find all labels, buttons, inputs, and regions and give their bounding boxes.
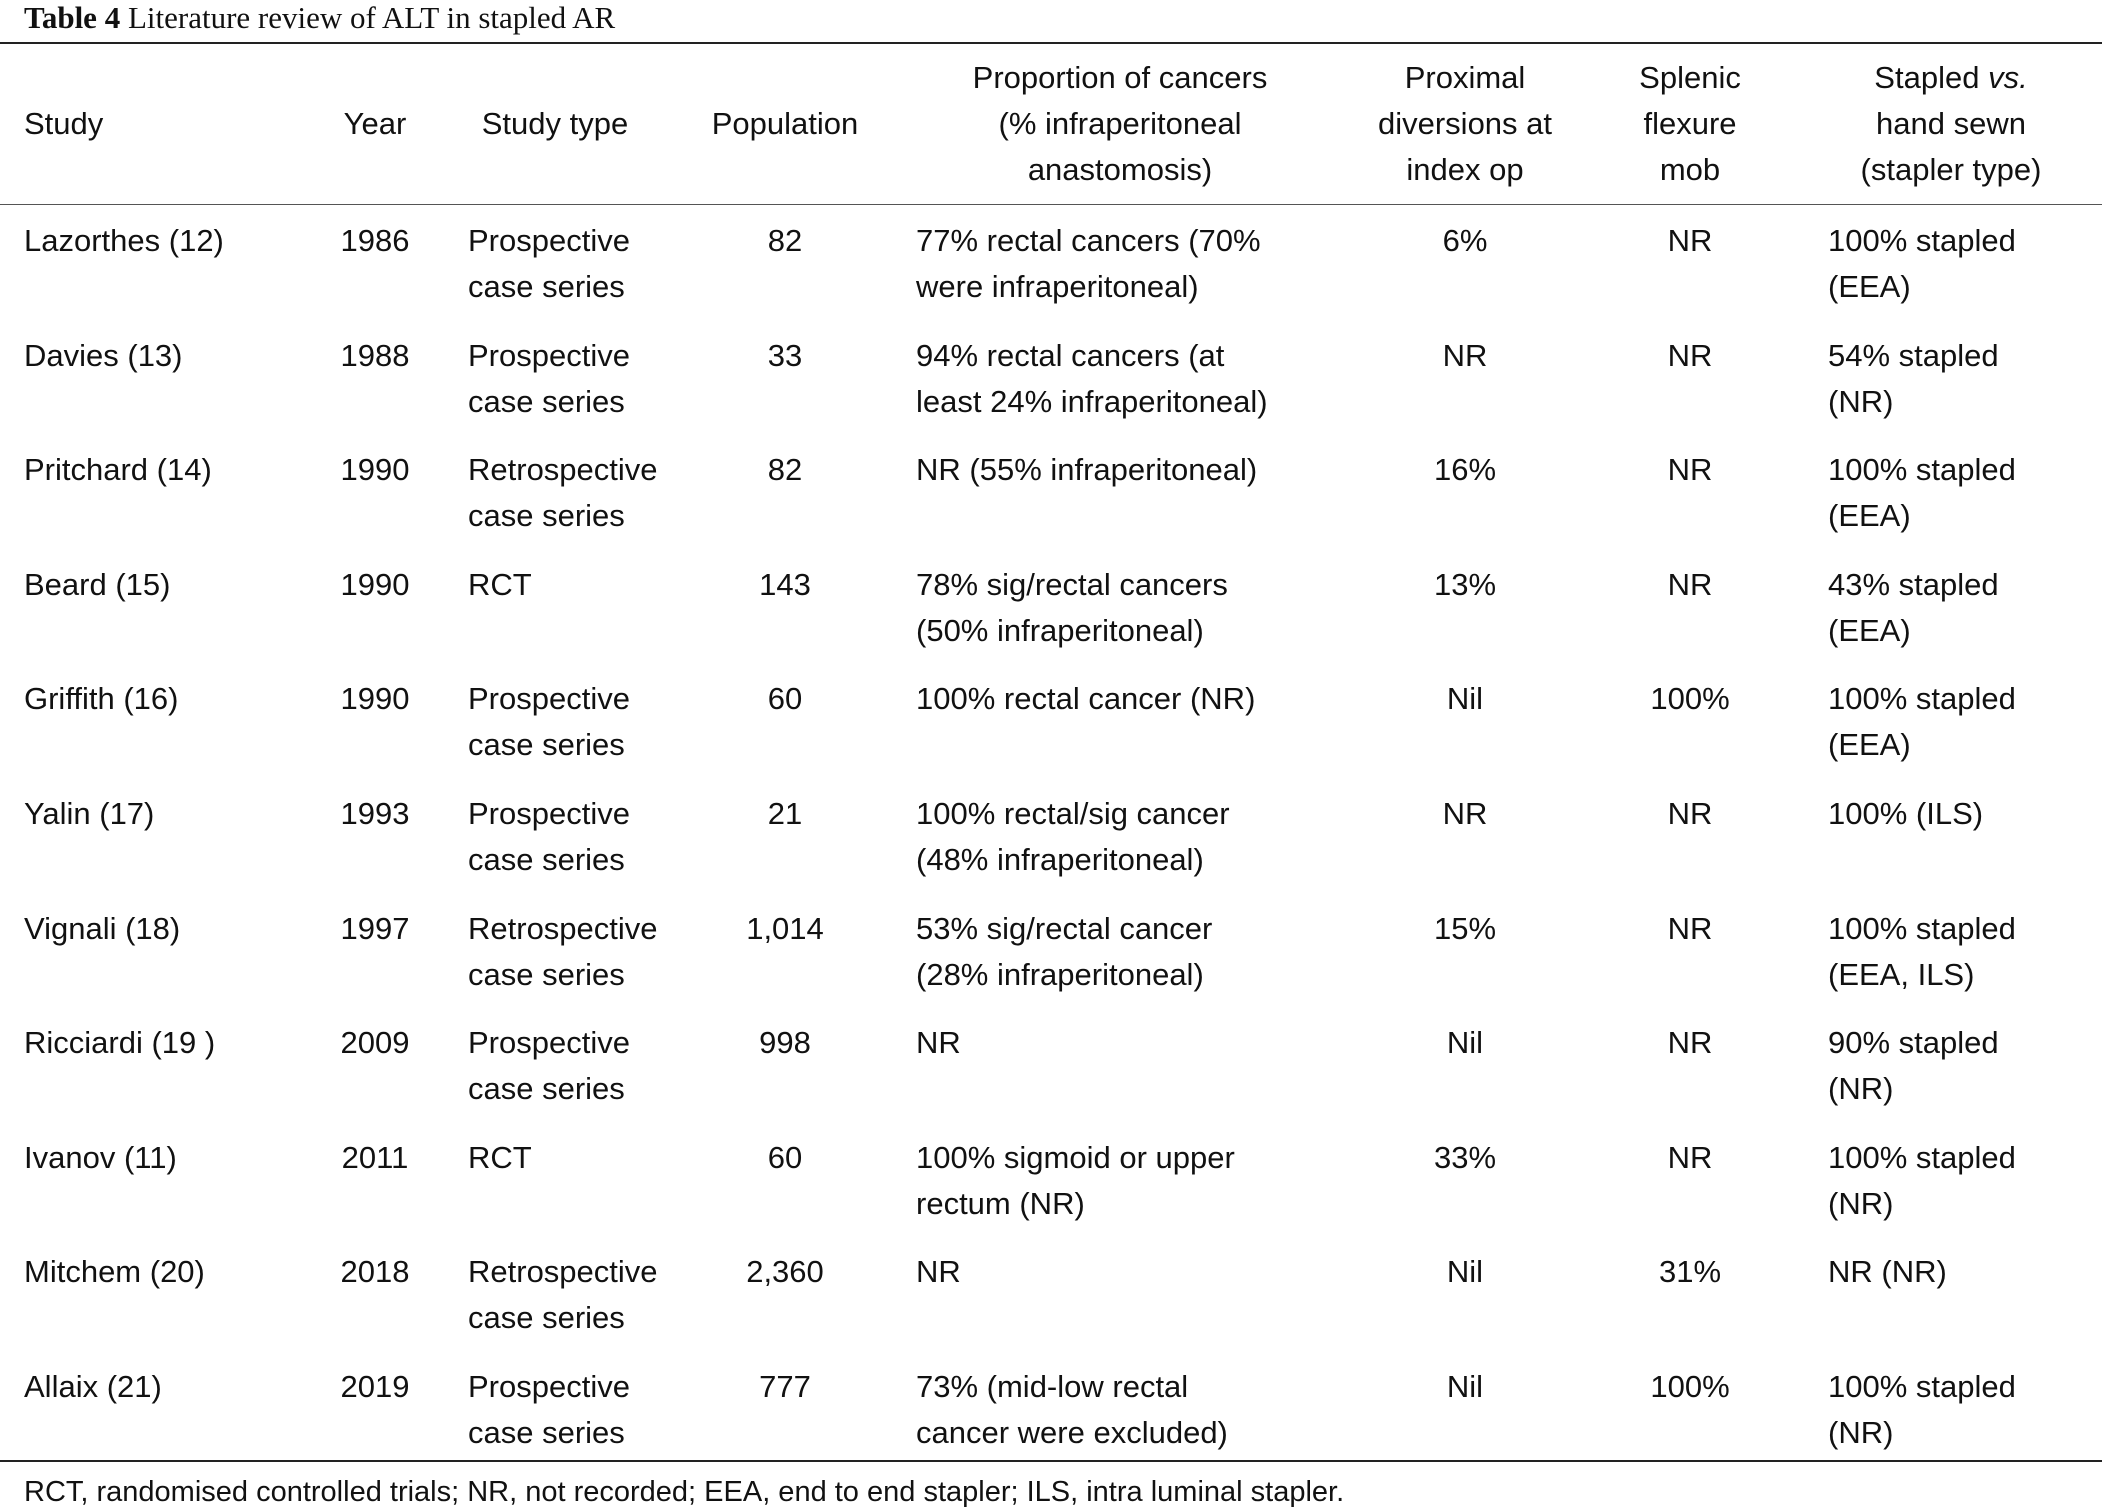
cell-study-line1: Beard (15) — [24, 566, 171, 602]
cell-proportion — [890, 1249, 1350, 1364]
cell-stapled-line1: 100% (ILS) — [1828, 795, 1984, 831]
table-row — [0, 333, 2102, 448]
cell-study-type — [430, 333, 680, 448]
header-stapled-line3: (stapler type) — [1860, 152, 2042, 187]
cell-proximal — [1350, 447, 1580, 562]
cell-splenic-line1: 31% — [1658, 1254, 1722, 1290]
cell-proportion-line1: 100% rectal cancer (NR) — [916, 681, 1256, 717]
cell-stapled-line1: 54% stapled — [1828, 337, 1999, 373]
cell-stapled-line1: 100% stapled — [1828, 223, 2016, 258]
header-proportion-line3: anastomosis) — [1027, 152, 1213, 187]
cell-study-type — [430, 447, 680, 562]
cell-proportion-line1: 100% sigmoid or upper — [916, 1139, 1235, 1175]
cell-study-type-line2: case series — [468, 841, 625, 877]
cell-study-type-line2: case series — [468, 269, 625, 304]
cell-population-line1: 143 — [759, 566, 811, 602]
cell-proportion-line2: were infraperitoneal) — [916, 269, 1199, 304]
cell-study-type-line1: Prospective — [468, 1368, 630, 1404]
cell-year — [320, 1249, 430, 1364]
cell-proximal — [1350, 1135, 1580, 1250]
cell-study-type-line2: case series — [468, 383, 625, 419]
cell-study — [0, 333, 320, 448]
cell-splenic — [1580, 906, 1800, 1021]
header-stapled-line1 — [1800, 55, 2102, 101]
cell-study — [0, 1135, 320, 1250]
cell-population-line1: 82 — [767, 223, 803, 258]
cell-population — [680, 447, 890, 562]
cell-proportion — [890, 1020, 1350, 1135]
table-row — [0, 1364, 2102, 1479]
cell-population — [680, 1364, 890, 1479]
cell-proportion — [890, 562, 1350, 677]
cell-proximal-line1: 13% — [1433, 566, 1497, 602]
cell-stapled-line1: 100% stapled — [1828, 910, 2016, 946]
literature-table — [0, 44, 2102, 1479]
cell-proximal — [1350, 1249, 1580, 1364]
cell-stapled — [1800, 1249, 2102, 1364]
cell-proportion-line1: 94% rectal cancers (at — [916, 337, 1225, 373]
cell-proportion — [890, 1364, 1350, 1479]
cell-study-type — [430, 791, 680, 906]
cell-splenic — [1580, 1020, 1800, 1135]
cell-year — [320, 676, 430, 791]
cell-splenic-line1: NR — [1667, 223, 1713, 258]
cell-year — [320, 1364, 430, 1479]
cell-year-line1: 2011 — [341, 1139, 409, 1175]
cell-proportion-line2: least 24% infraperitoneal) — [916, 383, 1268, 419]
cell-population — [680, 333, 890, 448]
cell-proximal-line1: 16% — [1433, 452, 1497, 488]
cell-study-type-line2: case series — [468, 1300, 625, 1336]
table-row — [0, 204, 2102, 333]
cell-splenic — [1580, 447, 1800, 562]
cell-stapled-line1: 43% stapled — [1828, 566, 1999, 602]
table-row — [0, 906, 2102, 1021]
cell-proportion — [890, 1135, 1350, 1250]
cell-study — [0, 562, 320, 677]
cell-splenic-line1: NR — [1667, 1025, 1713, 1061]
header-splenic — [1580, 44, 1800, 204]
cell-study-type-line1: RCT — [468, 1139, 532, 1175]
table-row — [0, 676, 2102, 791]
cell-study-type — [430, 1364, 680, 1479]
cell-study-type — [430, 1249, 680, 1364]
cell-stapled-line1: 100% stapled — [1828, 681, 2016, 717]
cell-stapled — [1800, 1364, 2102, 1479]
cell-proportion — [890, 906, 1350, 1021]
cell-population-line1: 60 — [767, 681, 803, 717]
cell-study-type — [430, 562, 680, 677]
table-row — [0, 791, 2102, 906]
cell-year — [320, 562, 430, 677]
cell-splenic — [1580, 1364, 1800, 1479]
cell-stapled — [1800, 1135, 2102, 1250]
header-proportion-line2: (% infraperitoneal — [998, 106, 1242, 141]
cell-study-type-line2: case series — [468, 1071, 625, 1107]
cell-splenic-line1: NR — [1667, 566, 1713, 602]
cell-study — [0, 1249, 320, 1364]
cell-splenic-line1: NR — [1667, 795, 1713, 831]
table-row — [0, 1135, 2102, 1250]
cell-year — [320, 333, 430, 448]
caption-title: Literature review of ALT in stapled AR — [127, 0, 616, 35]
cell-splenic — [1580, 204, 1800, 333]
cell-study-line1: Mitchem (20) — [24, 1254, 205, 1290]
cell-year — [320, 204, 430, 333]
cell-proportion-line1: 100% rectal/sig cancer — [916, 795, 1230, 831]
cell-study-line1: Davies (13) — [24, 337, 183, 373]
cell-stapled-line2: (EEA) — [1828, 269, 1911, 304]
table-body — [0, 204, 2102, 1479]
cell-year-line1: 1988 — [340, 337, 410, 373]
header-proportion — [890, 44, 1350, 204]
cell-study-line1: Griffith (16) — [24, 681, 179, 717]
cell-proximal — [1350, 1364, 1580, 1479]
cell-stapled — [1800, 562, 2102, 677]
header-year: Year — [343, 106, 407, 141]
cell-year — [320, 1135, 430, 1250]
cell-stapled-line2: (NR) — [1828, 1414, 1894, 1450]
cell-stapled — [1800, 447, 2102, 562]
cell-splenic-line1: NR — [1667, 1139, 1713, 1175]
cell-proportion-line1: 53% sig/rectal cancer — [916, 910, 1213, 946]
cell-population-line1: 2,360 — [746, 1254, 824, 1290]
cell-proximal — [1350, 906, 1580, 1021]
cell-year-line1: 1993 — [340, 795, 410, 831]
cell-splenic — [1580, 1249, 1800, 1364]
cell-splenic-line1: NR — [1667, 910, 1713, 946]
cell-stapled-line2: (EEA) — [1828, 612, 1911, 648]
cell-study-type-line1: Prospective — [468, 1025, 630, 1061]
cell-stapled-line1: 100% stapled — [1828, 1368, 2016, 1404]
cell-proportion — [890, 447, 1350, 562]
header-stapled-line2: hand sewn — [1876, 106, 2026, 141]
cell-population — [680, 1135, 890, 1250]
cell-stapled-line2: (EEA) — [1828, 727, 1911, 763]
caption-label: Table 4 — [24, 0, 121, 35]
cell-study-type-line1: Retrospective — [468, 910, 658, 946]
cell-proportion — [890, 791, 1350, 906]
cell-proximal-line1: Nil — [1446, 1254, 1484, 1290]
cell-study-type — [430, 906, 680, 1021]
header-proximal-line1: Proximal — [1404, 60, 1526, 95]
cell-proximal — [1350, 333, 1580, 448]
table-row — [0, 562, 2102, 677]
cell-proportion — [890, 204, 1350, 333]
header-proximal-line2: diversions at — [1377, 106, 1553, 141]
table-row — [0, 447, 2102, 562]
cell-study-type-line1: Prospective — [468, 337, 630, 373]
cell-proportion-line1: NR — [916, 1025, 961, 1061]
cell-splenic-line1: 100% — [1650, 681, 1730, 717]
cell-year-line1: 1990 — [340, 681, 410, 717]
cell-year — [320, 1020, 430, 1135]
cell-stapled — [1800, 204, 2102, 333]
table-footnote: RCT, randomised controlled trials; NR, not recorded; EEA, end to end stapler; ILS, intra luminal stapler. — [24, 1476, 1345, 1508]
cell-population — [680, 562, 890, 677]
cell-stapled-line2: (EEA, ILS) — [1828, 956, 1975, 992]
cell-study-type-line1: Retrospective — [468, 452, 658, 488]
cell-study-type-line1: RCT — [468, 566, 532, 602]
cell-year-line1: 2009 — [340, 1025, 410, 1061]
cell-year-line1: 1990 — [340, 566, 410, 602]
cell-population-line1: 60 — [767, 1139, 803, 1175]
cell-population-line1: 777 — [759, 1368, 811, 1404]
table-caption — [24, 0, 615, 36]
header-row — [0, 44, 2102, 204]
header-study-type: Study type — [481, 106, 629, 141]
cell-study-type — [430, 204, 680, 333]
cell-stapled-line2: (NR) — [1828, 1185, 1894, 1221]
cell-study — [0, 447, 320, 562]
cell-study-line1: Vignali (18) — [24, 910, 181, 946]
header-proximal-line3: index op — [1406, 152, 1524, 187]
header-stapled-vs: vs. — [1988, 60, 2028, 95]
cell-year — [320, 906, 430, 1021]
cell-study-line1: Ricciardi (19 ) — [24, 1025, 216, 1061]
cell-population — [680, 204, 890, 333]
cell-splenic-line1: NR — [1667, 337, 1713, 373]
header-proximal — [1350, 44, 1580, 204]
cell-year-line1: 1990 — [340, 452, 410, 488]
cell-study-type — [430, 1020, 680, 1135]
cell-population-line1: 21 — [767, 795, 803, 831]
cell-proximal — [1350, 204, 1580, 333]
cell-proximal-line1: 15% — [1433, 910, 1497, 946]
cell-proximal-line1: NR — [1442, 337, 1488, 373]
header-proportion-line1: Proportion of cancers — [972, 60, 1268, 95]
cell-proportion-line1: 73% (mid-low rectal — [916, 1368, 1189, 1404]
cell-year-line1: 2018 — [340, 1254, 410, 1290]
cell-splenic — [1580, 333, 1800, 448]
cell-splenic — [1580, 1135, 1800, 1250]
cell-year — [320, 447, 430, 562]
cell-year-line1: 2019 — [340, 1368, 410, 1404]
cell-population — [680, 906, 890, 1021]
cell-splenic-line1: 100% — [1650, 1368, 1730, 1404]
cell-study-type-line2: case series — [468, 727, 625, 763]
cell-stapled-line2: (NR) — [1828, 1071, 1894, 1107]
cell-study-type-line1: Retrospective — [468, 1254, 658, 1290]
cell-study — [0, 1020, 320, 1135]
header-stapled-text: Stapled — [1874, 60, 1989, 95]
cell-proximal-line1: NR — [1442, 795, 1488, 831]
cell-study-line1: Allaix (21) — [24, 1368, 162, 1404]
cell-stapled-line1: 100% stapled — [1828, 452, 2016, 488]
cell-splenic — [1580, 676, 1800, 791]
cell-stapled — [1800, 791, 2102, 906]
cell-study-type-line1: Prospective — [468, 681, 630, 717]
cell-study-type — [430, 1135, 680, 1250]
cell-proportion-line1: NR (55% infraperitoneal) — [916, 452, 1258, 488]
cell-study-type-line1: Prospective — [468, 795, 630, 831]
cell-proximal — [1350, 791, 1580, 906]
header-splenic-line3: mob — [1659, 152, 1721, 187]
cell-study-type-line2: case series — [468, 956, 625, 992]
table-row — [0, 1249, 2102, 1364]
cell-proximal-line1: 6% — [1442, 223, 1488, 258]
cell-proportion-line2: (28% infraperitoneal) — [916, 956, 1204, 992]
cell-study — [0, 1364, 320, 1479]
cell-population — [680, 1020, 890, 1135]
cell-proximal — [1350, 676, 1580, 791]
cell-population-line1: 33 — [767, 337, 803, 373]
cell-population — [680, 676, 890, 791]
header-population: Population — [711, 106, 859, 141]
cell-stapled-line1: 90% stapled — [1828, 1025, 1999, 1061]
cell-proportion — [890, 333, 1350, 448]
cell-proportion-line2: (48% infraperitoneal) — [916, 841, 1204, 877]
cell-study-type-line1: Prospective — [468, 223, 630, 258]
cell-year — [320, 791, 430, 906]
cell-stapled-line1: 100% stapled — [1828, 1139, 2016, 1175]
cell-proximal-line1: Nil — [1446, 681, 1484, 717]
cell-proportion-line1: NR — [916, 1254, 961, 1290]
cell-proximal — [1350, 1020, 1580, 1135]
cell-stapled — [1800, 676, 2102, 791]
header-splenic-line1: Splenic — [1639, 60, 1741, 95]
cell-study — [0, 204, 320, 333]
cell-proximal — [1350, 562, 1580, 677]
cell-stapled-line2: (EEA) — [1828, 498, 1911, 534]
cell-stapled — [1800, 333, 2102, 448]
cell-proportion-line1: 77% rectal cancers (70% — [916, 223, 1261, 258]
cell-proximal-line1: Nil — [1446, 1025, 1484, 1061]
cell-splenic — [1580, 791, 1800, 906]
cell-study-type — [430, 676, 680, 791]
cell-population — [680, 1249, 890, 1364]
cell-study-type-line2: case series — [468, 1414, 625, 1450]
cell-year-line1: 1986 — [340, 223, 410, 258]
cell-study-type-line2: case series — [468, 498, 625, 534]
cell-proportion-line2: (50% infraperitoneal) — [916, 612, 1204, 648]
cell-study — [0, 791, 320, 906]
cell-study — [0, 906, 320, 1021]
cell-proximal-line1: 33% — [1433, 1139, 1497, 1175]
header-splenic-line2: flexure — [1643, 106, 1737, 141]
header-stapled — [1800, 44, 2102, 204]
cell-splenic-line1: NR — [1667, 452, 1713, 488]
cell-stapled-line2: (NR) — [1828, 383, 1894, 419]
cell-population-line1: 998 — [759, 1025, 811, 1061]
cell-proportion — [890, 676, 1350, 791]
cell-stapled — [1800, 1020, 2102, 1135]
cell-proportion-line1: 78% sig/rectal cancers — [916, 566, 1228, 602]
cell-population-line1: 82 — [767, 452, 803, 488]
cell-population-line1: 1,014 — [746, 910, 824, 946]
header-study: Study — [24, 106, 104, 141]
cell-stapled — [1800, 906, 2102, 1021]
cell-study — [0, 676, 320, 791]
cell-proportion-line2: rectum (NR) — [916, 1185, 1085, 1221]
cell-splenic — [1580, 562, 1800, 677]
cell-study-line1: Yalin (17) — [24, 795, 155, 831]
cell-proximal-line1: Nil — [1446, 1368, 1484, 1404]
cell-year-line1: 1997 — [340, 910, 410, 946]
cell-study-line1: Lazorthes (12) — [24, 223, 224, 258]
cell-proportion-line2: cancer were excluded) — [916, 1414, 1228, 1450]
cell-population — [680, 791, 890, 906]
cell-stapled-line1: NR (NR) — [1828, 1254, 1947, 1290]
table-row — [0, 1020, 2102, 1135]
cell-study-line1: Pritchard (14) — [24, 452, 212, 488]
cell-study-line1: Ivanov (11) — [24, 1139, 177, 1175]
